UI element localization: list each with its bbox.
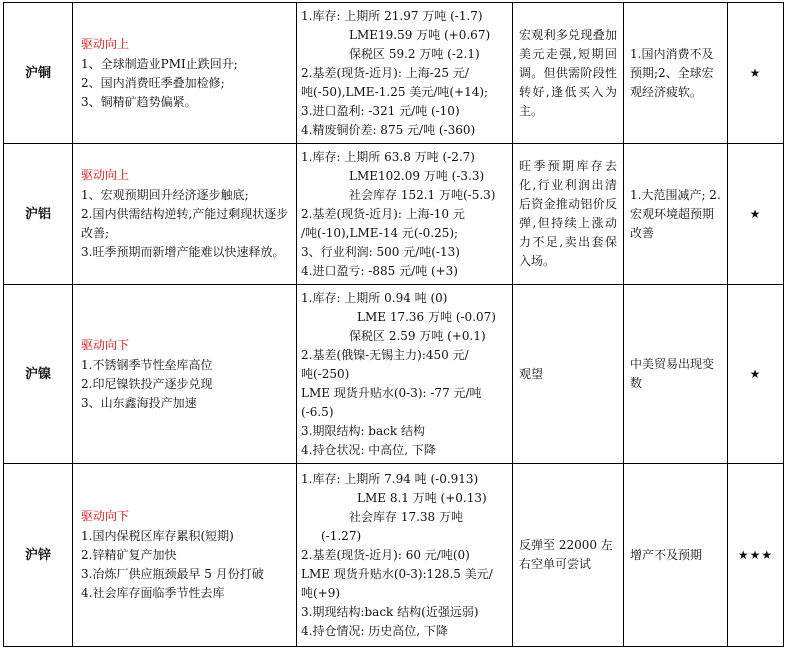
data-line: 2.基差(现货-近月): 上海-25 元/ — [301, 65, 469, 80]
data-line: 4.持仓状况: 中高位, 下降 — [301, 442, 436, 457]
rating-stars: ★ — [728, 285, 784, 464]
data-line: 吨(+9) — [301, 585, 341, 600]
metals-strategy-table — [3, 2, 784, 647]
drive-item: 2、国内消费旺季叠加检修; — [81, 75, 225, 90]
data-line: 吨(-250) — [301, 366, 350, 381]
drive-item: 3、铜精矿趋势偏紧。 — [81, 94, 197, 109]
data-line: 3、行业利润: 500 元/吨(-13) — [301, 244, 460, 259]
risk-cell: 1.大范围减产; 2.宏观环境超预期改善 — [624, 144, 728, 285]
data-line: 吨(-50),LME-1.25 美元/吨(+14); — [301, 84, 489, 99]
data-line: 1.库存: 上期所 0.94 吨 (0) — [301, 290, 448, 305]
data-line: 1.库存: 上期所 63.8 万吨 (-2.7) — [301, 149, 475, 164]
strategy-cell: 旺季预期库存去化,行业利润出清后资金推动铝价反弹,但持续上涨动力不足,卖出套保入场。 — [513, 144, 624, 285]
data-line: 保税区 2.59 万吨 (+0.1) — [349, 328, 486, 343]
drive-cell — [73, 285, 297, 464]
data-line: (-6.5) — [301, 404, 334, 419]
data-cell — [297, 285, 513, 464]
strategy-cell: 宏观利多兑现叠加美元走强,短期回调。但供需阶段性转好,逢低买入为主。 — [513, 3, 624, 144]
rating-stars: ★ — [728, 3, 784, 144]
data-line: 社会库存 17.38 万吨 — [349, 509, 463, 524]
data-line: 社会库存 152.1 万吨(-5.3) — [349, 187, 496, 202]
data-line: 2.基差(现货-近月): 上海-10 元 — [301, 206, 465, 221]
drive-item: 3.旺季预期而新增产能难以快速释放。 — [81, 245, 285, 259]
data-line: 3.期限结构: back 结构 — [301, 423, 425, 438]
data-line: 4.精废铜价差: 875 元/吨 (-360) — [301, 122, 476, 137]
drive-title: 驱动向下 — [81, 509, 130, 523]
drive-item: 3、山东鑫海投产加速 — [81, 395, 197, 410]
metal-name: 沪铜 — [4, 3, 73, 144]
strategy-cell: 反弹至 22000 左右空单可尝试 — [513, 464, 624, 647]
data-line: LME102.09 万吨 (-3.3) — [349, 168, 485, 183]
strategy-cell: 观望 — [513, 285, 624, 464]
drive-cell — [73, 144, 297, 285]
drive-item: 1、全球制造业PMI止跌回升; — [81, 56, 238, 71]
data-line: 4.持仓情况: 历史高位, 下降 — [301, 623, 448, 638]
drive-item: 4.社会库存面临季节性去库 — [81, 586, 225, 600]
data-line: (-1.27) — [321, 528, 362, 543]
data-line: LME 现货升贴水(0-3): -77 元/吨 — [301, 385, 482, 400]
drive-item: 3.冶炼厂供应瓶颈最早 5 月份打破 — [81, 567, 264, 581]
drive-item: 1.不锈钢季节性垒库高位 — [81, 357, 213, 372]
data-line: 1.库存: 上期所 21.97 万吨 (-1.7) — [301, 8, 483, 23]
table-row-zinc — [4, 464, 784, 647]
table-row-nickel — [4, 285, 784, 464]
risk-cell: 增产不及预期 — [624, 464, 728, 647]
data-line: 3.进口盈利: -321 元/吨 (-10) — [301, 103, 460, 118]
rating-stars: ★★★ — [728, 464, 784, 647]
data-line: 3.期现结构:back 结构(近强远弱) — [301, 604, 479, 619]
data-cell — [297, 144, 513, 285]
drive-title: 驱动向上 — [81, 168, 130, 182]
data-cell — [297, 3, 513, 144]
drive-item: 1、宏观预期回升经济逐步触底; — [81, 188, 249, 202]
drive-item: 2.印尼镍铁投产逐步兑现 — [81, 376, 213, 391]
drive-item: 2.国内供需结构逆转,产能过剩现状逐步改善; — [81, 207, 289, 240]
data-line: 4.进口盈亏: -885 元/吨 (+3) — [301, 263, 458, 278]
data-line: LME 17.36 万吨 (-0.07) — [357, 309, 496, 324]
drive-item: 2.锌精矿复产加快 — [81, 548, 177, 562]
drive-cell — [73, 3, 297, 144]
table-row-copper — [4, 3, 784, 144]
drive-item: 1.国内保税区库存累积(短期) — [81, 529, 234, 543]
metal-name: 沪镍 — [4, 285, 73, 464]
data-cell — [297, 464, 513, 647]
data-line: 2.基差(现货-近月): 60 元/吨(0) — [301, 547, 470, 562]
metal-name: 沪锌 — [4, 464, 73, 647]
drive-cell — [73, 464, 297, 647]
rating-stars: ★ — [728, 144, 784, 285]
data-line: LME 现货升贴水(0-3):128.5 美元/ — [301, 566, 493, 581]
risk-cell: 1.国内消费不及预期;2、全球宏观经济疲软。 — [624, 3, 728, 144]
data-line: 保税区 59.2 万吨 (-2.1) — [349, 46, 480, 61]
data-line: 2.基差(俄镍-无锡主力):450 元/ — [301, 347, 469, 362]
data-line: /吨(-10),LME-14 元(-0.25); — [301, 225, 459, 240]
data-line: LME19.59 万吨 (+0.67) — [349, 27, 491, 42]
data-line: 1.库存: 上期所 7.94 吨 (-0.913) — [301, 471, 479, 486]
metal-name: 沪铝 — [4, 144, 73, 285]
data-line: LME 8.1 万吨 (+0.13) — [357, 490, 487, 505]
drive-title: 驱动向上 — [81, 36, 130, 51]
table-row-aluminum — [4, 144, 784, 285]
drive-title: 驱动向下 — [81, 337, 130, 352]
risk-cell: 中美贸易出现变数 — [624, 285, 728, 464]
